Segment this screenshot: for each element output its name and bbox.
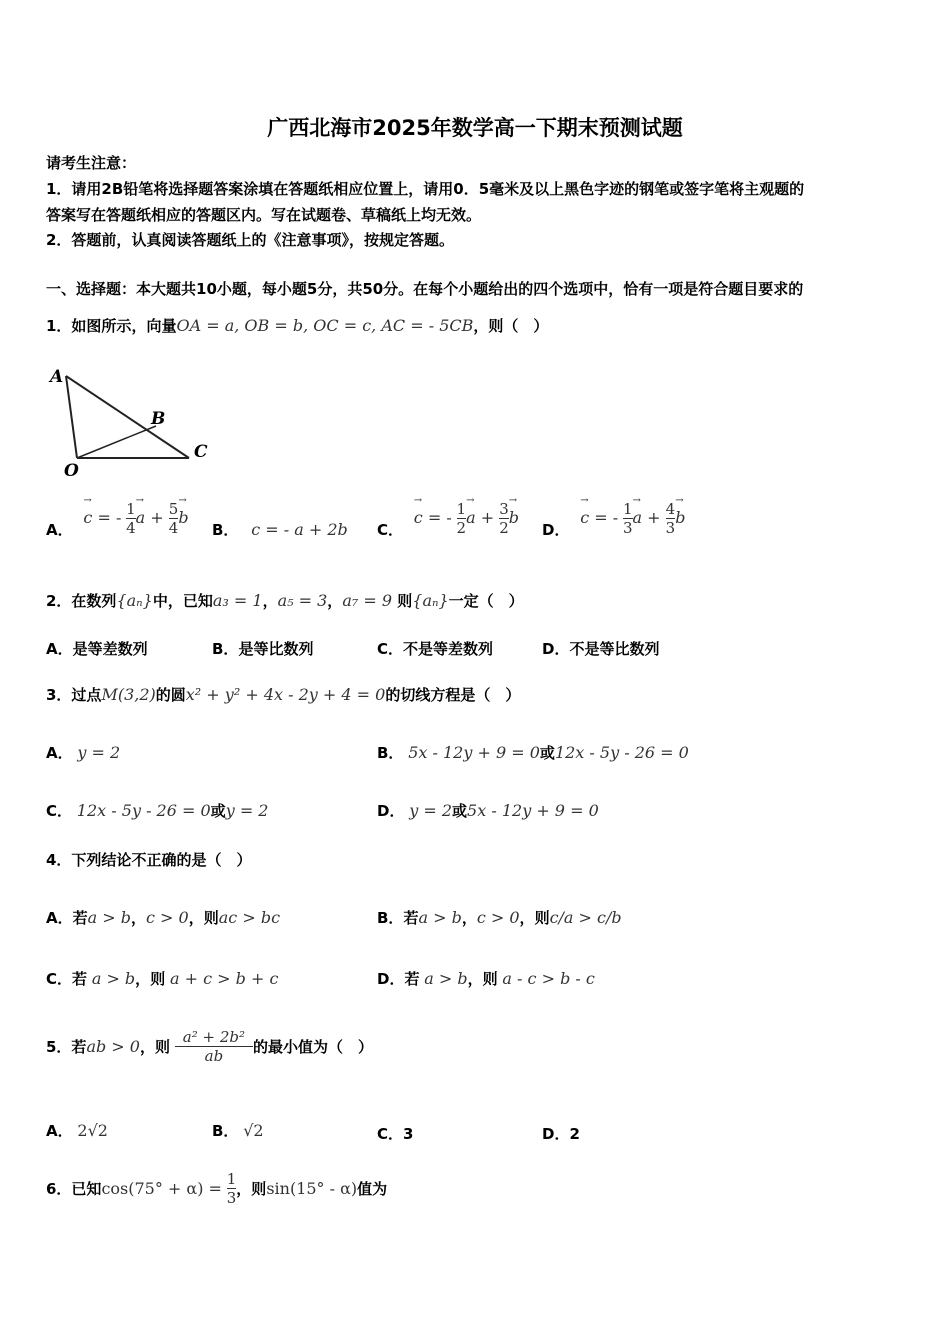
q3-option-b[interactable]: B． 5x - 12y + 9 = 0或12x - 5y - 26 = 0	[377, 743, 689, 762]
q5-stem: 5．若ab > 0，则 $\frac{\text{a² + 2b²}}{ab}$ 的最小值为（ ）	[46, 1028, 374, 1065]
fig-label-b: B	[151, 409, 166, 429]
q2-stem: 2．在数列{aₙ}中，已知a₃ = 1，a₅ = 3，a₇ = 9 则{aₙ}一定（ ）	[46, 591, 524, 610]
q5-option-a[interactable]: A． 2√2	[46, 1121, 108, 1140]
section-heading: 一、选择题：本大题共10小题，每小题5分，共50分。在每个小题给出的四个选项中，恰有一项是符合题目要求的	[46, 280, 804, 298]
fig-label-c: C	[194, 442, 208, 462]
q4-stem: 4．下列结论不正确的是（ ）	[46, 851, 252, 869]
q1-formula: OA = a, OB = b, OC = c, AC = - 5CB	[176, 316, 474, 335]
q5-option-b[interactable]: B． √2	[212, 1121, 264, 1140]
q1-option-a[interactable]: A． → c = - $\frac{1}{4}$ → a + $\frac{5}{4}$ → b	[46, 497, 189, 540]
q3-option-c[interactable]: C． 12x - 5y - 26 = 0或y = 2	[46, 801, 269, 820]
q1-figure	[44, 362, 224, 484]
q5-option-d[interactable]: D．2	[542, 1125, 580, 1143]
q3-option-d[interactable]: D． y = 2或5x - 12y + 9 = 0	[377, 801, 599, 820]
q2-option-c[interactable]: C．不是等差数列	[377, 640, 494, 658]
q5-option-c[interactable]: C．3	[377, 1125, 414, 1143]
notice-item-2: 2．答题前，认真阅读答题纸上的《注意事项》，按规定答题。	[46, 231, 454, 249]
q1-stem: 1．如图所示，向量OA = a, OB = b, OC = c, AC = - 5CB，则（ ）	[46, 316, 549, 335]
q3-stem: 3．过点M(3,2)的圆x² + y² + 4x - 2y + 4 = 0的切线方程是（ ）	[46, 685, 521, 704]
q4-option-a[interactable]: A．若a > b，c > 0，则ac > bc	[46, 908, 281, 927]
q2-option-b[interactable]: B．是等比数列	[212, 640, 314, 658]
q1-option-b[interactable]: B． c = - a + 2b	[212, 520, 348, 539]
notice-item-1: 1．请用2B铅笔将选择题答案涂填在答题纸相应位置上，请用0．5毫米及以上黑色字迹的钢笔或签字笔将主观题的	[46, 180, 805, 198]
q3-option-a[interactable]: A． y = 2	[46, 743, 121, 762]
fig-label-a: A	[50, 367, 64, 387]
q1-option-d[interactable]: D． → c = - $\frac{1}{3}$ → a + $\frac{4}{3}$ → b	[542, 497, 685, 540]
notice-item-1-cont: 答案写在答题纸相应的答题区内。写在试题卷、草稿纸上均无效。	[46, 206, 482, 224]
notice-heading: 请考生注意：	[46, 154, 137, 172]
q4-option-d[interactable]: D．若 a > b，则 a - c > b - c	[377, 969, 595, 988]
fig-label-o: O	[64, 461, 79, 481]
q2-option-a[interactable]: A．是等差数列	[46, 640, 148, 658]
q2-option-d[interactable]: D．不是等比数列	[542, 640, 660, 658]
q4-option-c[interactable]: C．若 a > b，则 a + c > b + c	[46, 969, 279, 988]
q4-option-b[interactable]: B．若a > b，c > 0，则c/a > c/b	[377, 908, 622, 927]
q1-option-c[interactable]: C． → c = - $\frac{1}{2}$ → a + $\frac{3}{2}$ → b	[377, 497, 519, 540]
q6-stem: 6．已知cos(75° + α) = $\frac{1}{3}$ ，则sin(15° - α)值为	[46, 1170, 388, 1207]
page-title: 广西北海市2025年数学高一下期末预测试题	[267, 116, 683, 140]
